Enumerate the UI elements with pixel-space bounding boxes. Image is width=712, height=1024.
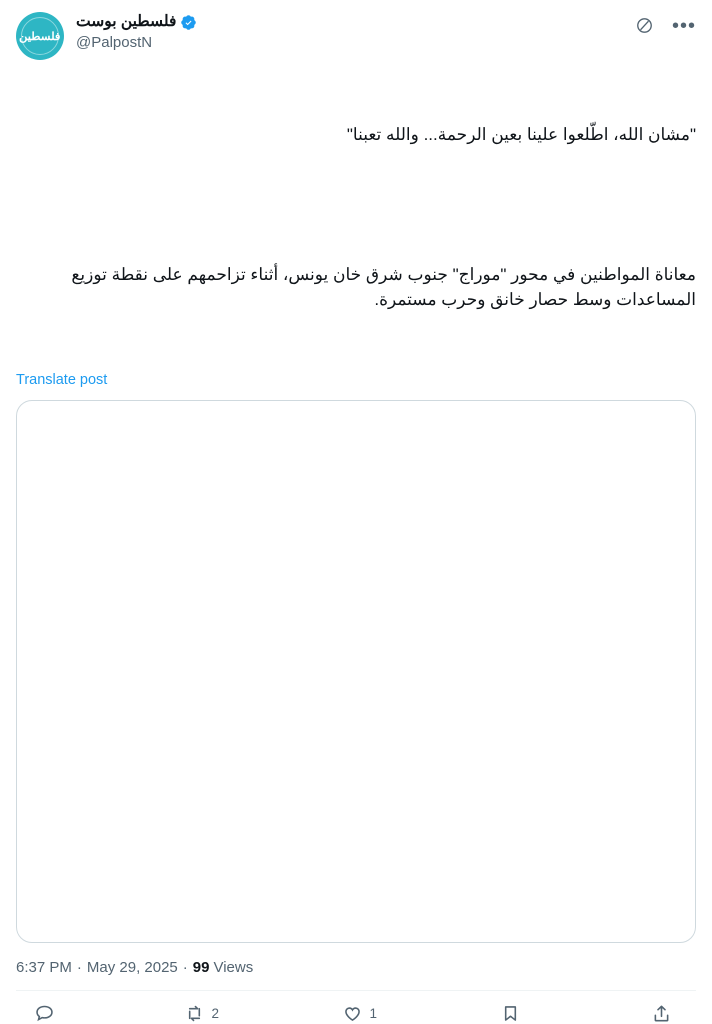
post-text (16, 74, 696, 362)
post-meta (16, 959, 696, 976)
post-text-line-2: معاناة المواطنين في محور "موراج" جنوب شرق خان يونس، أثناء تزاحمهم على نقطة توزيع المساعدات وسط حصار خانق وحرب مستمرة. (66, 265, 696, 310)
share-button[interactable] (651, 1003, 678, 1024)
text-spacer (16, 197, 696, 214)
bookmark-icon (500, 1003, 521, 1024)
bookmark-button[interactable] (500, 1003, 527, 1024)
display-name[interactable]: فلسطين بوست (76, 13, 177, 30)
like-button[interactable] (342, 1003, 377, 1024)
post-text-line-1: "مشان الله، اطّلعوا علينا بعين الرحمة... والله تعبنا" (346, 125, 696, 145)
views-label: Views (213, 959, 254, 976)
meta-separator-2: · (182, 959, 188, 976)
repost-count: 2 (211, 1006, 219, 1021)
account-handle[interactable]: @PalpostN (76, 34, 153, 51)
grok-icon[interactable] (635, 16, 654, 35)
like-heart-icon (342, 1003, 363, 1024)
display-name-row (76, 12, 635, 32)
post-header (16, 0, 696, 60)
like-count: 1 (369, 1006, 377, 1021)
repost-icon (184, 1003, 205, 1024)
post-time: 6:37 PM (16, 959, 72, 976)
verified-badge-icon (180, 14, 197, 31)
header-actions (635, 12, 696, 35)
reply-icon (34, 1003, 55, 1024)
post-media[interactable] (16, 400, 696, 943)
reply-button[interactable] (34, 1003, 61, 1024)
repost-button[interactable] (184, 1003, 219, 1024)
post-date: May 29, 2025 (86, 959, 178, 976)
meta-separator-1: · (76, 959, 82, 976)
avatar[interactable] (16, 12, 64, 60)
more-options-icon[interactable]: ••• (671, 14, 696, 37)
translate-post-link[interactable]: Translate post (16, 372, 108, 389)
avatar-label: فلسطين (19, 30, 61, 43)
share-icon (651, 1003, 672, 1024)
views-count: 99 (192, 959, 210, 976)
post-actions (16, 991, 696, 1024)
account-identity (76, 12, 635, 53)
